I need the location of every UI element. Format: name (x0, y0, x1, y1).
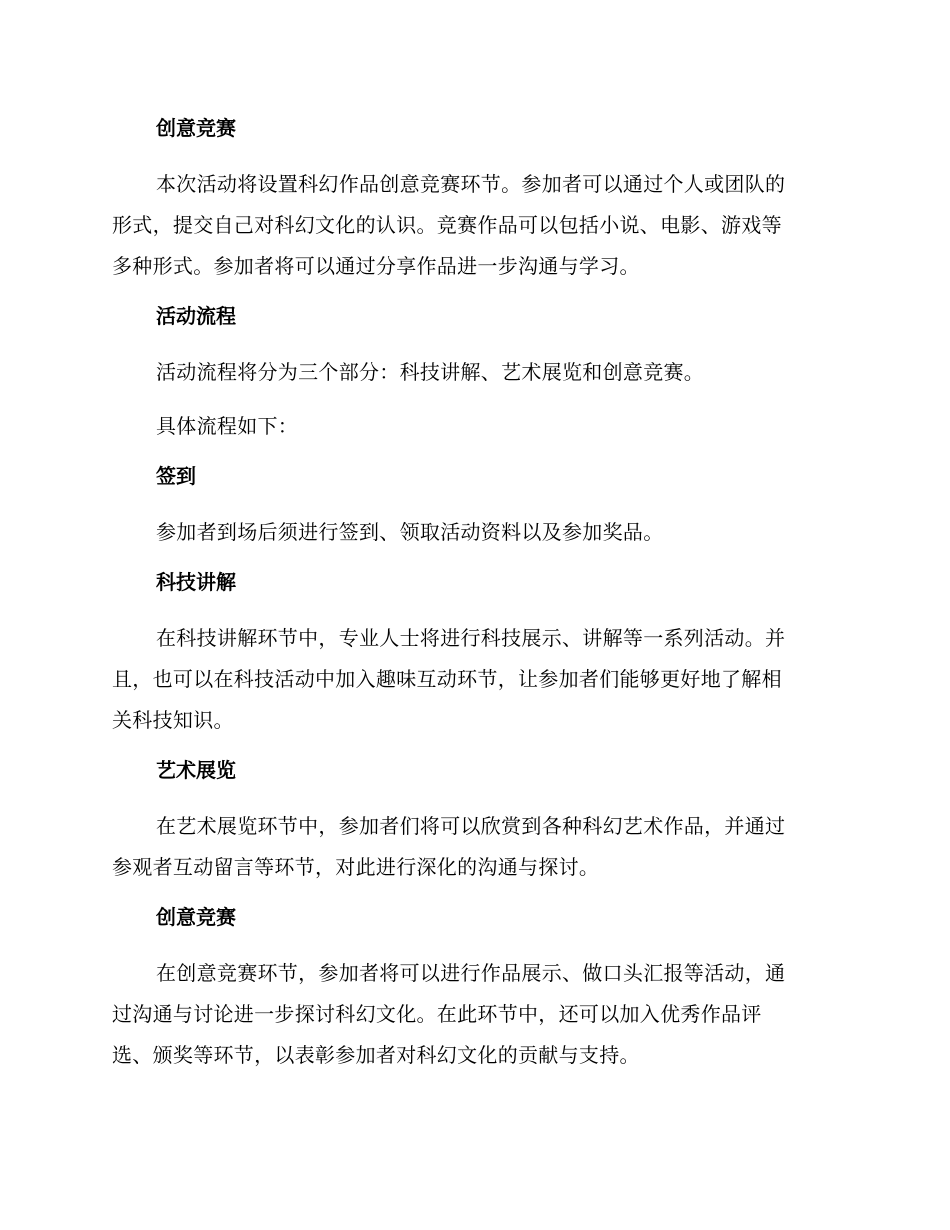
paragraph-line: 过沟通与讨论进一步探讨科幻文化。在此环节中，还可以加入优秀作品评 (112, 1002, 762, 1026)
section-heading: 创意竞赛 (156, 116, 236, 140)
paragraph-line: 在艺术展览环节中，参加者们将可以欣赏到各种科幻艺术作品，并通过 (156, 814, 786, 838)
section-heading: 科技讲解 (156, 570, 236, 594)
document-content (112, 112, 832, 1089)
paragraph (112, 164, 832, 287)
paragraph (112, 352, 832, 393)
paragraph-line: 选、颁奖等环节，以表彰参加者对科幻文化的贡献与支持。 (112, 1043, 640, 1067)
paragraph-line: 且，也可以在科技活动中加入趣味互动环节，让参加者们能够更好地了解相 (112, 667, 782, 691)
section-heading: 艺术展览 (156, 758, 236, 782)
paragraph (112, 512, 832, 553)
paragraph-line: 活动流程将分为三个部分：科技讲解、艺术展览和创意竞赛。 (156, 360, 705, 384)
paragraph-line: 关科技知识。 (112, 708, 234, 732)
paragraph (112, 806, 832, 888)
paragraph (112, 618, 832, 741)
paragraph-line: 在科技讲解环节中，专业人士将进行科技展示、讲解等一系列活动。并 (156, 626, 786, 650)
section-heading: 签到 (156, 464, 196, 488)
paragraph (112, 953, 832, 1076)
paragraph (112, 406, 832, 447)
paragraph-line: 参加者到场后须进行签到、领取活动资料以及参加奖品。 (156, 520, 664, 544)
paragraph-line: 具体流程如下： (156, 414, 299, 438)
paragraph-line: 多种形式。参加者将可以通过分享作品进一步沟通与学习。 (112, 254, 640, 278)
paragraph-line: 形式，提交自己对科幻文化的认识。竞赛作品可以包括小说、电影、游戏等 (112, 213, 782, 237)
paragraph-line: 在创意竞赛环节，参加者将可以进行作品展示、做口头汇报等活动，通 (156, 961, 786, 985)
paragraph-line: 参观者互动留言等环节，对此进行深化的沟通与探讨。 (112, 855, 600, 879)
section-heading: 活动流程 (156, 304, 236, 328)
section-heading: 创意竞赛 (156, 905, 236, 929)
paragraph-line: 本次活动将设置科幻作品创意竞赛环节。参加者可以通过个人或团队的 (156, 172, 786, 196)
